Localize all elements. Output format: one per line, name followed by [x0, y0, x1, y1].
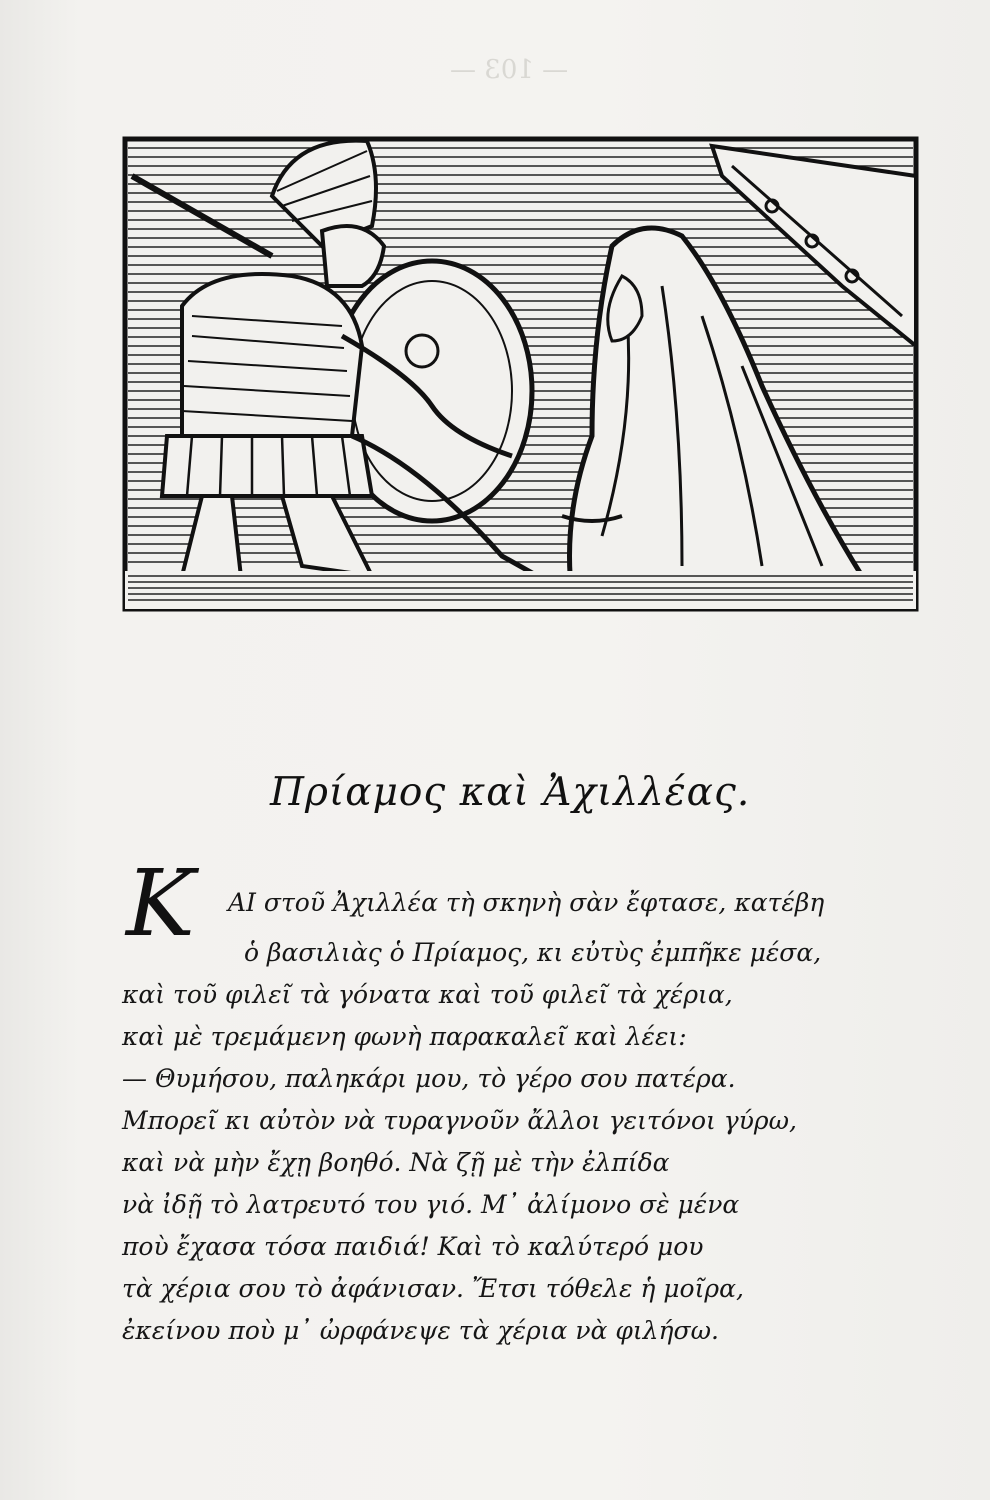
poem-line-7: καὶ νὰ μὴν ἔχῃ βοηθό. Νὰ ζῇ μὲ τὴν ἐλπίδα — [122, 1148, 670, 1177]
poem-line-9: ποὺ ἔχασα τόσα παιδιά! Καὶ τὸ καλύτερό μου — [122, 1232, 704, 1261]
poem-line-2: ὁ βασιλιὰς ὁ Πρίαμος, κι εὐτὺς ἐμπῆκε μέσα, — [244, 938, 822, 967]
poem-line-8: νὰ ἰδῇ τὸ λατρευτό του γιό. Μ᾿ ἀλίμονο σὲ μένα — [122, 1190, 740, 1219]
poem-line-4: καὶ μὲ τρεμάμενη φωνὴ παρακαλεῖ καὶ λέει: — [122, 1022, 687, 1051]
poem-line-1: ΑΙ στοῦ Ἀχιλλέα τὴ σκηνὴ σὰν ἔφτασε, κατέβη — [228, 888, 825, 917]
woodcut-image — [122, 136, 919, 612]
show-through: — 103 — — [450, 55, 569, 85]
drop-cap: K — [126, 850, 195, 957]
illustration-priam-achilles — [122, 136, 919, 612]
poem-line-5: — Θυμήσου, παληκάρι μου, τὸ γέρο σου πατέρα. — [122, 1064, 736, 1093]
poem-line-10: τὰ χέρια σου τὸ ἀφάνισαν. Ἔτσι τόθελε ἡ μοῖρα, — [122, 1274, 744, 1303]
poem-line-6: Μπορεῖ κι αὐτὸν νὰ τυραγνοῦν ἄλλοι γειτόνοι γύρω, — [122, 1106, 797, 1135]
poem-line-3: καὶ τοῦ φιλεῖ τὰ γόνατα καὶ τοῦ φιλεῖ τὰ χέρια, — [122, 980, 733, 1009]
poem-line-11: ἐκείνου ποὺ μ᾿ ὠρφάνεψε τὰ χέρια νὰ φιλήσω. — [122, 1316, 719, 1345]
poem-title: Πρίαμος καὶ Ἀχιλλέας. — [270, 770, 751, 815]
